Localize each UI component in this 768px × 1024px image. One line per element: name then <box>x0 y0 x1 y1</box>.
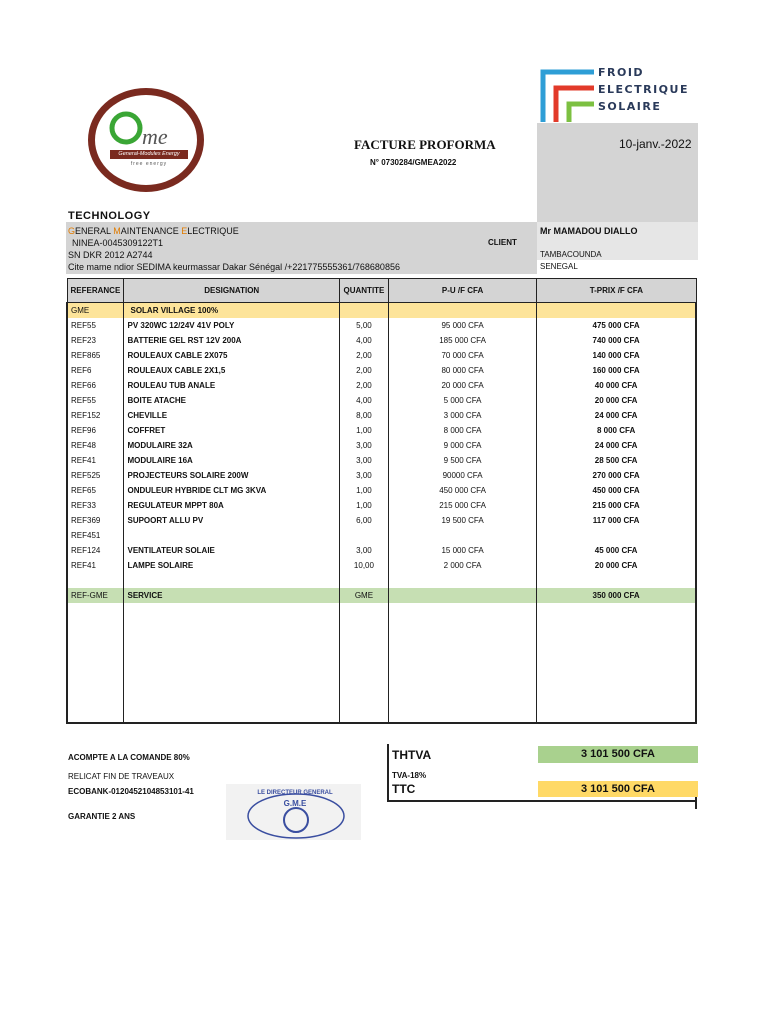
cell-qty: 1,00 <box>339 483 388 498</box>
cell-qty <box>339 618 388 633</box>
table-row <box>67 303 696 318</box>
cell-ref: REF-GME <box>67 588 124 603</box>
table-row <box>67 693 696 708</box>
table-row <box>67 543 696 558</box>
cell-pu: 70 000 CFA <box>388 348 536 363</box>
guarantee-note: GARANTIE 2 ANS <box>68 812 136 821</box>
cell-pu: 9 000 CFA <box>388 438 536 453</box>
cell-des <box>124 648 339 663</box>
cell-des: CHEVILLE <box>124 408 339 423</box>
totals-tail <box>695 797 697 809</box>
tva-label: TVA-18% <box>392 771 427 780</box>
cell-qty: 3,00 <box>339 453 388 468</box>
table-row <box>67 513 696 528</box>
cell-des: LAMPE SOLAIRE <box>124 558 339 573</box>
cell-pu: 9 500 CFA <box>388 453 536 468</box>
table-row <box>67 588 696 603</box>
cell-tp <box>537 633 696 648</box>
cell-des: COFFRET <box>124 423 339 438</box>
cell-pu: 185 000 CFA <box>388 333 536 348</box>
table-row <box>67 453 696 468</box>
cell-qty: 6,00 <box>339 513 388 528</box>
cell-tp <box>537 618 696 633</box>
client-label: CLIENT <box>488 238 517 247</box>
cell-tp: 160 000 CFA <box>537 363 696 378</box>
cell-ref: REF41 <box>67 558 124 573</box>
stamp-initials: G.M.E <box>283 799 307 808</box>
cell-pu: 15 000 CFA <box>388 543 536 558</box>
header-quantity: QUANTITE <box>339 279 388 303</box>
cell-pu <box>388 708 536 723</box>
cell-pu: 19 500 CFA <box>388 513 536 528</box>
cell-pu <box>388 678 536 693</box>
cell-pu <box>388 618 536 633</box>
table-row <box>67 648 696 663</box>
cell-des: REGULATEUR MPPT 80A <box>124 498 339 513</box>
table-row <box>67 333 696 348</box>
brand-line-1: FROID <box>598 66 645 79</box>
header-ref: REFERANCE <box>67 279 124 303</box>
brand-bars-icon <box>540 68 598 122</box>
cell-des: PV 320WC 12/24V 41V POLY <box>124 318 339 333</box>
cell-tp <box>537 603 696 618</box>
cell-pu: 95 000 CFA <box>388 318 536 333</box>
cell-tp: 24 000 CFA <box>537 408 696 423</box>
cell-qty <box>339 693 388 708</box>
invoice-date: 10-janv.-2022 <box>619 137 692 151</box>
cell-tp: 450 000 CFA <box>537 483 696 498</box>
cell-ref <box>67 618 124 633</box>
cell-tp: 740 000 CFA <box>537 333 696 348</box>
thtva-label: THTVA <box>392 748 432 762</box>
cell-ref: REF6 <box>67 363 124 378</box>
cell-des: BATTERIE GEL RST 12V 200A <box>124 333 339 348</box>
cell-tp <box>537 528 696 543</box>
logo-mark-icon <box>106 104 192 182</box>
cell-des <box>124 633 339 648</box>
logo-company: General-Modules Energy <box>118 151 180 157</box>
cell-ref: REF124 <box>67 543 124 558</box>
cell-ref: REF66 <box>67 378 124 393</box>
cell-qty: 3,00 <box>339 468 388 483</box>
table-row <box>67 678 696 693</box>
cell-qty: GME <box>339 588 388 603</box>
cell-qty: 1,00 <box>339 498 388 513</box>
cell-des: ROULEAUX CABLE 2X075 <box>124 348 339 363</box>
cell-ref: REF48 <box>67 438 124 453</box>
cell-pu <box>388 633 536 648</box>
cell-qty: 1,00 <box>339 423 388 438</box>
cell-des <box>124 663 339 678</box>
cell-pu: 3 000 CFA <box>388 408 536 423</box>
cell-pu: 450 000 CFA <box>388 483 536 498</box>
cell-tp: 28 500 CFA <box>537 453 696 468</box>
cell-des <box>124 678 339 693</box>
cell-ref: REF55 <box>67 318 124 333</box>
cell-pu <box>388 588 536 603</box>
cell-des: SOLAR VILLAGE 100% <box>124 303 339 318</box>
technology-heading: TECHNOLOGY <box>68 210 151 222</box>
cell-pu <box>388 303 536 318</box>
cell-des <box>124 603 339 618</box>
cell-des: MODULAIRE 32A <box>124 438 339 453</box>
invoice-number: N° 0730284/GMEA2022 <box>370 158 457 167</box>
cell-qty <box>339 603 388 618</box>
cell-ref <box>67 603 124 618</box>
ttc-label: TTC <box>392 782 416 796</box>
cell-des: ROULEAU TUB ANALE <box>124 378 339 393</box>
table-row <box>67 363 696 378</box>
brand-line-3: SOLAIRE <box>598 100 662 113</box>
cell-pu <box>388 648 536 663</box>
company-ninea: NINEA-0045309122T1 <box>72 238 164 248</box>
table-row <box>67 438 696 453</box>
cell-des: MODULAIRE 16A <box>124 453 339 468</box>
cell-pu: 8 000 CFA <box>388 423 536 438</box>
cell-pu: 5 000 CFA <box>388 393 536 408</box>
cell-pu <box>388 528 536 543</box>
cell-tp: 20 000 CFA <box>537 558 696 573</box>
cell-des: SUPOORT ALLU PV <box>124 513 339 528</box>
cell-ref: REF55 <box>67 393 124 408</box>
cell-tp <box>537 693 696 708</box>
table-row <box>67 708 696 723</box>
client-name: Mr MAMADOU DIALLO <box>540 226 638 236</box>
header-designation: DESIGNATION <box>124 279 339 303</box>
client-country: SENEGAL <box>540 262 578 271</box>
cell-tp: 8 000 CFA <box>537 423 696 438</box>
cell-pu: 20 000 CFA <box>388 378 536 393</box>
cell-tp: 270 000 CFA <box>537 468 696 483</box>
cell-qty: 4,00 <box>339 333 388 348</box>
table-row <box>67 348 696 363</box>
client-city: TAMBACOUNDA <box>540 250 602 259</box>
cell-tp <box>537 708 696 723</box>
cell-ref: GME <box>67 303 124 318</box>
cell-ref: REF41 <box>67 453 124 468</box>
cell-tp: 20 000 CFA <box>537 393 696 408</box>
cell-tp <box>537 303 696 318</box>
cell-tp <box>537 663 696 678</box>
cell-tp: 24 000 CFA <box>537 438 696 453</box>
items-table <box>66 278 697 724</box>
table-header <box>67 279 696 303</box>
cell-tp: 117 000 CFA <box>537 513 696 528</box>
cell-ref <box>67 633 124 648</box>
table-row <box>67 528 696 543</box>
bank-account: ECOBANK-0120452104853101-41 <box>68 787 194 796</box>
cell-tp: 45 000 CFA <box>537 543 696 558</box>
cell-qty: 3,00 <box>339 438 388 453</box>
table-row <box>67 378 696 393</box>
cell-ref <box>67 573 124 588</box>
table-row <box>67 603 696 618</box>
cell-pu <box>388 663 536 678</box>
cell-des: VENTILATEUR SOLAIE <box>124 543 339 558</box>
cell-qty <box>339 633 388 648</box>
cell-ref: REF865 <box>67 348 124 363</box>
cell-qty: 3,00 <box>339 543 388 558</box>
company-address: Cite mame ndior SEDIMA keurmassar Dakar Sénégal /+221775555361/768680856 <box>68 262 400 272</box>
brand-line-2: ELECTRIQUE <box>598 83 689 96</box>
cell-qty <box>339 663 388 678</box>
cell-ref <box>67 708 124 723</box>
table-row <box>67 408 696 423</box>
cell-tp <box>537 573 696 588</box>
cell-des: BOITE ATACHE <box>124 393 339 408</box>
cell-des <box>124 573 339 588</box>
stamp-title: LE DIRECTEUR GENERAL <box>257 790 333 796</box>
cell-ref: REF451 <box>67 528 124 543</box>
cell-qty <box>339 708 388 723</box>
header-unit-price: P-U /F CFA <box>388 279 536 303</box>
logo-tagline: free energy <box>130 161 168 167</box>
table-row <box>67 633 696 648</box>
cell-qty: 2,00 <box>339 348 388 363</box>
cell-qty <box>339 678 388 693</box>
table-row <box>67 423 696 438</box>
cell-des: PROJECTEURS SOLAIRE 200W <box>124 468 339 483</box>
cell-pu <box>388 603 536 618</box>
cell-ref: REF96 <box>67 423 124 438</box>
cell-pu <box>388 573 536 588</box>
cell-ref: REF33 <box>67 498 124 513</box>
cell-ref <box>67 648 124 663</box>
cell-pu: 215 000 CFA <box>388 498 536 513</box>
cell-des <box>124 528 339 543</box>
cell-des <box>124 708 339 723</box>
cell-qty <box>339 573 388 588</box>
cell-qty: 10,00 <box>339 558 388 573</box>
cell-des: SERVICE <box>124 588 339 603</box>
cell-tp: 475 000 CFA <box>537 318 696 333</box>
ttc-value: 3 101 500 CFA <box>538 781 698 797</box>
table-row <box>67 483 696 498</box>
cell-ref <box>67 663 124 678</box>
table-row <box>67 393 696 408</box>
cell-ref: REF65 <box>67 483 124 498</box>
table-row <box>67 558 696 573</box>
cell-des <box>124 693 339 708</box>
cell-pu: 2 000 CFA <box>388 558 536 573</box>
cell-qty <box>339 648 388 663</box>
cell-qty: 2,00 <box>339 378 388 393</box>
cell-tp: 140 000 CFA <box>537 348 696 363</box>
balance-note: RELICAT FIN DE TRAVEAUX <box>68 772 175 781</box>
table-row <box>67 498 696 513</box>
cell-qty: 4,00 <box>339 393 388 408</box>
cell-tp: 40 000 CFA <box>537 378 696 393</box>
company-name: GENERAL MAINTENANCE ELECTRIQUE <box>68 226 239 236</box>
cell-tp: 350 000 CFA <box>537 588 696 603</box>
cell-des: ONDULEUR HYBRIDE CLT MG 3KVA <box>124 483 339 498</box>
cell-des: ROULEAUX CABLE 2X1,5 <box>124 363 339 378</box>
cell-qty: 2,00 <box>339 363 388 378</box>
company-rc: SN DKR 2012 A2744 <box>68 250 153 260</box>
document-title: FACTURE PROFORMA <box>354 137 496 152</box>
header-total-price: T-PRIX /F CFA <box>537 279 696 303</box>
deposit-note: ACOMPTE A LA COMANDE 80% <box>68 753 190 762</box>
cell-qty <box>339 303 388 318</box>
cell-ref: REF23 <box>67 333 124 348</box>
table-row <box>67 573 696 588</box>
cell-tp <box>537 678 696 693</box>
table-row <box>67 318 696 333</box>
cell-qty: 5,00 <box>339 318 388 333</box>
cell-qty: 8,00 <box>339 408 388 423</box>
cell-tp <box>537 648 696 663</box>
cell-pu: 80 000 CFA <box>388 363 536 378</box>
logo-letters: me <box>142 124 168 149</box>
cell-ref <box>67 693 124 708</box>
table-row <box>67 618 696 633</box>
cell-tp: 215 000 CFA <box>537 498 696 513</box>
cell-ref: REF152 <box>67 408 124 423</box>
cell-ref: REF525 <box>67 468 124 483</box>
cell-des <box>124 618 339 633</box>
cell-qty <box>339 528 388 543</box>
thtva-value: 3 101 500 CFA <box>538 746 698 763</box>
cell-ref: REF369 <box>67 513 124 528</box>
table-row <box>67 663 696 678</box>
cell-pu: 90000 CFA <box>388 468 536 483</box>
table-row <box>67 468 696 483</box>
cell-ref <box>67 678 124 693</box>
cell-pu <box>388 693 536 708</box>
